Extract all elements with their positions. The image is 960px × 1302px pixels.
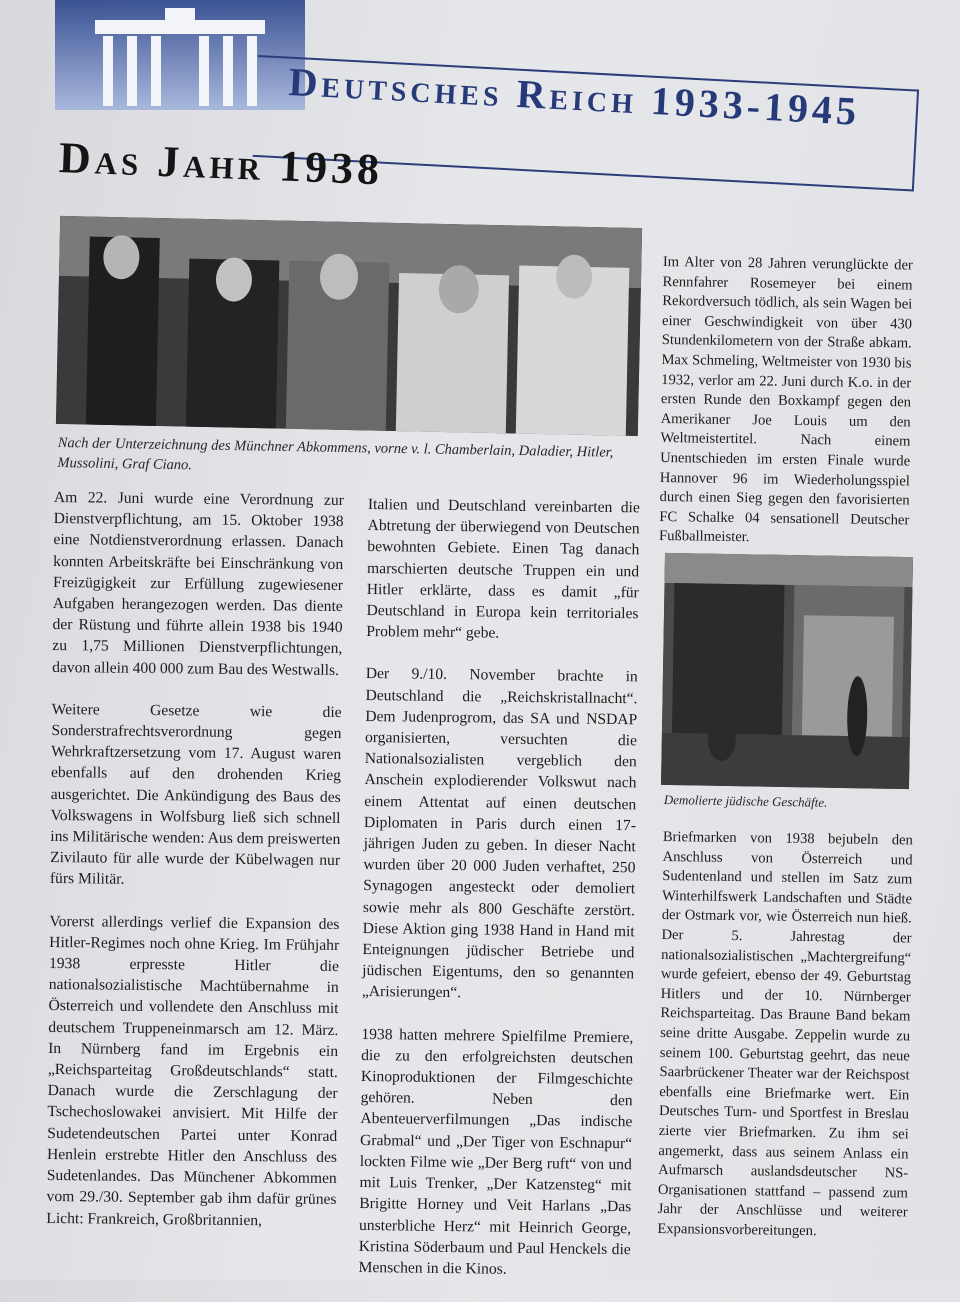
munich-photo-caption: Nach der Unterzeichnung des Münchner Abkommens, vorne v. l. Chamberlain, Daladier, Hitler, Mussolini, Graf Ciano.	[57, 434, 614, 474]
header-title: Deutsches Reich 1933-1945	[287, 58, 862, 134]
paragraph: Im Alter von 28 Jahren verunglückte der Rennfahrer Rosemeyer bei einem Rekordversuch tödlich, als sein Wagen bei einer Geschwindigkeit von über 430 Stundenkilometern von der Straße abkam. Max Schmeling, Weltmeister von 1930 bis 1932, verlor am 22. Juni durch K.o. in der ersten Runde den Boxkampf gegen den Amerikaner Joe Louis um den Weltmeistertitel. Nach einem Unentschieden im ersten Finale wurde Hannover 96 im Wiederholungsspiel durch einen Sieg gegen den favorisierten FC Schalke 04 sensationell Deutscher Fußballmeister.	[658, 253, 913, 546]
page-title: Das Jahr 1938	[58, 132, 385, 195]
paragraph: Briefmarken von 1938 bejubeln den Anschluss von Österreich und Sudentenland und stellen im Satz zum Winterhilfswerk Landschaften und Städte der Ostmark vor, wie Österreich nun hieß. Der 5. Jahrestag der nationalsozialistischen „Machtergreifung“ wurde gefeiert, ebenso der 49. Geburtstag Hitlers und der 10. Nürnberger Reichsparteitag. Das Braune Band bekam seine dritte Ausgabe. Zeppelin wurde zu seinem 100. Geburtstag geehrt, das neue Saarbrückener Theater war der Reichspost ebenfalls eine Briefmarke wert. Ein Deutsches Turn- und Sportfest in Breslau zierte vier Briefmarken. Zu ihm sei angemerkt, dass aus seinem Anlass ein Aufmarsch auslandsdeutscher NS-Organisationen stattfand – passend zum Jahr der Anschlüsse und weiterer Expansionsvorbereitungen.	[657, 828, 913, 1240]
paragraph: 1938 hatten mehrere Spielfilme Premiere, die zu den erfolgreichsten deutschen Kinoproduktionen der Filmgeschichte gehören. Neben den Abenteuerverfilmungen „Das indische Grabmal“ und „Der Tiger von Eschnapur“ lockten Filme wie „Der Berg ruft“ von und mit Luis Trenker, „Der Katzensteg“ mit Brigitte Horney und Veit Harlans „Das unsterbliche Herz“ mit Heinrich George, Kristina Söderbaum und Paul Henckels die Menschen in die Kinos.	[358, 1025, 634, 1278]
paragraph: Am 22. Juni wurde eine Verordnung zur Dienstverpflichtung, am 15. Oktober 1938 eine Notdienstverordnung erlassen. Danach konnten Arbeitskräfte bei Einschränkung von Freizügigkeit zur Erfüllung zugewiesener Aufgaben herangezogen werden. Das diente der Rüstung und führte allein 1938 bis 1940 zu 1,75 Millionen Dienstverpflichtungen, davon allein 400 000 zum Bau des Westwalls.	[52, 488, 344, 679]
munich-agreement-photo	[56, 216, 642, 436]
paragraph: Weitere Gesetze wie die Sonderstrafrechtsverordnung gegen Wehrkraftzersetzung vom 17. August waren ebenfalls auf den drohenden Krieg ausgerichtet. Die Ankündigung des Baus des Volkswagens in Wolfsburg ließ sich schnell ins Militärische wenden: Aus dem preiswerten Zivilauto für alle wurde der Kübelwagen nur fürs Militär.	[49, 700, 342, 889]
paragraph: Der 9./10. November brachte in Deutschland die „Reichskristallnacht“. Dem Judenprogrom, das SA und NSDAP organisierten, versuchten die Nationalsozialisten vergeblich den Anschein explodierender Volkswut nach einem Attentat auf einen deutschen Diplomaten in Paris durch einen 17-jährigen Juden zu geben. In dieser Nacht wurden über 20 000 Juden verhaftet, 250 Synagogen angesteckt oder demoliert sowie mehr als 800 Geschäfte zerstört. Diese Aktion ging 1938 Hand in Hand mit Enteignungen jüdischer Betriebe und jüdischen Eigentums, den so genannten „Arisierungen“.	[361, 665, 638, 1002]
shops-photo-caption: Demolierte jüdische Geschäfte.	[663, 791, 828, 810]
text-column-left	[46, 487, 344, 1253]
paragraph: Italien und Deutschland vereinbarten die Abtretung der überwiegend von Deutschen bewohnten Gebiete. Einen Tag danach marschierten deutsche Truppen ein und Hitler erklärte, dass es damit „für Deutschland in Europa kein territoriales Problem mehr“ gebe.	[366, 495, 640, 642]
text-column-middle	[358, 494, 640, 1302]
text-column-right-bottom	[657, 828, 913, 1264]
text-column-right-top	[659, 253, 913, 571]
demolished-shops-photo	[661, 553, 913, 789]
paragraph: Vorerst allerdings verlief die Expansion des Hitler-Regimes noch ohne Krieg. Im Frühjahr 1938 erpresste Hitler die nationalsozialistische Machtübernahme in Österreich und vollendete den Anschluss mit deutschem Truppeneinmarsch am 12. März. In Nürnberg fand im Ergebnis ein „Reichsparteitag Großdeutschlands“ statt. Danach wurde die Zerschlagung der Tschechoslowakei anvisiert. Mit Hilfe der Sudetendeutschen Partei unter Konrad Henlein erstrebte Hitler den Anschluss des Sudetenlandes. Das Münchener Abkommen vom 29./30. September gab ihm dafür grünes Licht: Frankreich, Großbritannien,	[46, 912, 340, 1229]
